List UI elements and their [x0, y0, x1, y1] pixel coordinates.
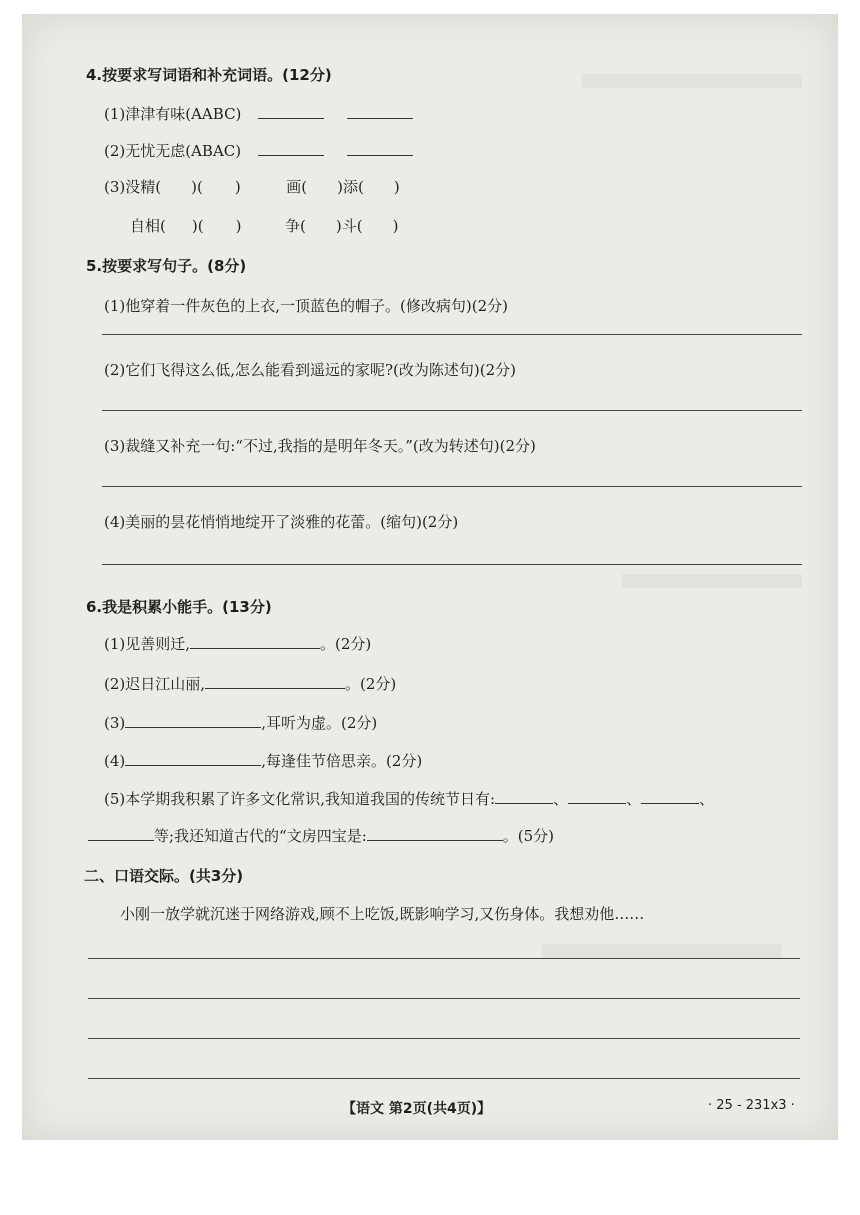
answer-blank[interactable]: [125, 713, 261, 728]
q4-item-2-label: (2)无忧无虑(ABAC): [104, 142, 242, 160]
q6-item-4: [104, 751, 422, 771]
q6-item-1: [104, 634, 371, 654]
q4-item-3-text: ): [235, 217, 242, 235]
answer-line[interactable]: [88, 998, 800, 999]
q6-item-text: 、: [553, 790, 569, 808]
question-4-title: 4.按要求写词语和补充词语。(12分): [86, 66, 332, 84]
q6-item-text: ,每逢佳节倍思亲。(2分): [261, 752, 423, 770]
bleed-through-shadow: [582, 74, 802, 88]
answer-line[interactable]: [102, 564, 802, 565]
answer-blank[interactable]: [258, 104, 324, 119]
q6-item-5-row-1: [104, 789, 714, 809]
section-2-title: 二、口语交际。(共3分): [84, 867, 244, 885]
answer-blank[interactable]: [641, 789, 699, 804]
answer-line[interactable]: [88, 1038, 800, 1039]
answer-blank[interactable]: [205, 674, 345, 689]
q5-sentence-4: (4)美丽的昙花悄悄地绽开了淡雅的花蕾。(缩句)(2分): [104, 513, 459, 531]
q4-item-3-text: ): [392, 217, 399, 235]
q4-item-3-row-1: [104, 177, 400, 197]
oral-prompt: 小刚一放学就沉迷于网络游戏,顾不上吃饭,既影响学习,又伤身体。我想劝他……: [120, 905, 645, 923]
q4-item-3-text: ): [234, 178, 241, 196]
q5-sentence-3: (3)裁缝又补充一句:“不过,我指的是明年冬天。”(改为转述句)(2分): [104, 437, 536, 455]
question-6-title: 6.我是积累小能手。(13分): [86, 598, 272, 616]
exam-sheet: [22, 14, 838, 1140]
answer-line[interactable]: [102, 334, 802, 335]
answer-blank[interactable]: [367, 826, 503, 841]
q4-item-3-text: )(: [191, 217, 204, 235]
q4-item-3-text: (3)没精(: [104, 178, 162, 196]
q6-item-text: 、: [699, 790, 715, 808]
q4-item-3-text: ): [393, 178, 400, 196]
answer-blank[interactable]: [190, 634, 320, 649]
page-footer: 【语文 第2页(共4页)】: [342, 1101, 492, 1117]
bleed-through-shadow: [542, 944, 782, 958]
question-5-title: 5.按要求写句子。(8分): [86, 257, 247, 275]
q4-item-1-label: (1)津津有味(AABC): [104, 105, 242, 123]
q6-item-text: 。(2分): [320, 635, 372, 653]
q6-item-text: ,耳听为虚。(2分): [261, 714, 378, 732]
q6-item-5-row-2: [88, 826, 554, 846]
bleed-through-shadow: [622, 574, 802, 588]
q6-item-text: (5)本学期我积累了许多文化常识,我知道我国的传统节日有:: [104, 790, 496, 808]
answer-blank[interactable]: [88, 826, 154, 841]
q6-item-2: [104, 674, 396, 694]
answer-line[interactable]: [88, 1078, 800, 1079]
answer-blank[interactable]: [125, 751, 261, 766]
answer-line[interactable]: [102, 486, 802, 487]
answer-blank[interactable]: [258, 141, 324, 156]
q6-item-text: 。(2分): [345, 675, 397, 693]
answer-line[interactable]: [88, 958, 800, 959]
answer-line[interactable]: [102, 410, 802, 411]
q5-sentence-1: (1)他穿着一件灰色的上衣,一顶蓝色的帽子。(修改病句)(2分): [104, 297, 508, 315]
q4-item-3-text: )添(: [337, 178, 364, 196]
q6-item-text: (4): [104, 752, 126, 770]
q6-item-text: 等;我还知道古代的“文房四宝是:: [154, 827, 367, 845]
q4-item-1: [104, 104, 413, 124]
answer-blank[interactable]: [347, 104, 413, 119]
answer-blank[interactable]: [568, 789, 626, 804]
q4-item-3-text: )(: [191, 178, 203, 196]
q4-item-3-text: 自相(: [130, 217, 166, 235]
q4-item-3-text: )斗(: [335, 217, 363, 235]
q6-item-text: (1)见善则迁,: [104, 635, 191, 653]
q5-sentence-2: (2)它们飞得这么低,怎么能看到遥远的家呢?(改为陈述句)(2分): [104, 361, 517, 379]
q6-item-text: 。(5分): [502, 827, 555, 845]
q4-item-3-row-2: [130, 216, 398, 236]
q6-item-text: 、: [626, 790, 642, 808]
q4-item-3-text: 争(: [285, 217, 306, 235]
answer-blank[interactable]: [495, 789, 553, 804]
answer-blank[interactable]: [347, 141, 413, 156]
q4-item-2: [104, 141, 413, 161]
q6-item-text: (3): [104, 714, 126, 732]
exam-code: · 25 - 231x3 ·: [708, 1098, 795, 1113]
q6-item-3: [104, 713, 377, 733]
q4-item-3-text: 画(: [286, 178, 308, 196]
q6-item-text: (2)迟日江山丽,: [104, 675, 206, 693]
